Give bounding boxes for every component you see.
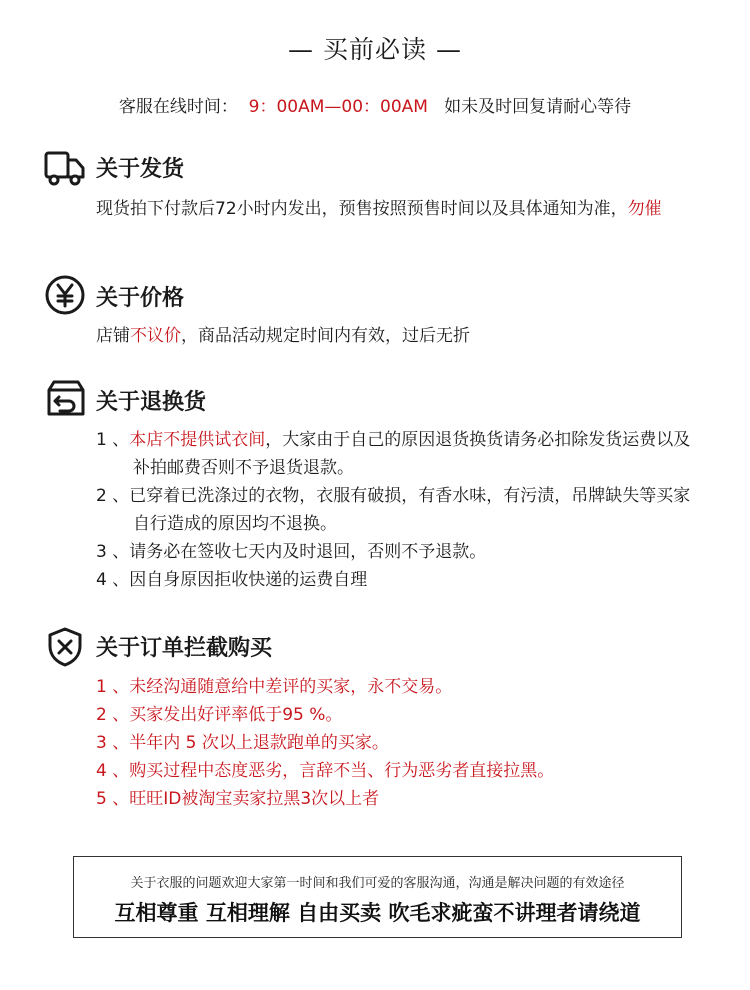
yen-icon <box>44 274 86 316</box>
return-box-icon <box>44 378 86 420</box>
hours-value: 9：00AM—00：00AM <box>248 97 428 117</box>
item-number: 2 、 <box>96 486 130 506</box>
hours-label: 客服在线时间： <box>118 97 238 117</box>
truck-icon <box>44 147 86 189</box>
returns-item <box>96 566 696 594</box>
shield-x-icon <box>44 626 86 668</box>
item-text: 未经沟通随意给中差评的买家，永不交易。 <box>129 677 453 697</box>
item-number: 1 、 <box>96 677 130 697</box>
shipping-text-main: 现货拍下付款后72小时内发出，预售按照预售时间以及具体通知为准， <box>96 199 628 219</box>
item-number: 1 、 <box>96 430 130 450</box>
service-hours <box>0 92 750 117</box>
returns-item <box>96 426 696 482</box>
section-title-price: 关于价格 <box>96 286 185 311</box>
section-title-shipping: 关于发货 <box>96 157 185 182</box>
blocking-item <box>96 673 696 701</box>
price-text-post: ，商品活动规定时间内有效，过后无折 <box>181 326 470 346</box>
item-number: 5 、 <box>96 789 130 809</box>
item-highlight: 本店不提供试衣间 <box>129 430 266 450</box>
page-title: — 买前必读 — <box>288 35 462 64</box>
item-text: 旺旺ID被淘宝卖家拉黑3次以上者 <box>129 789 380 809</box>
item-text: ，大家由于自己的原因退货换货请务必扣除发货运费以及补拍邮费否则不予退货退款。 <box>133 430 691 478</box>
section-title-returns: 关于退换货 <box>96 390 207 415</box>
notice-slogan: 互相尊重 互相理解 自由买卖 吹毛求疵蛮不讲理者请绕道 <box>114 901 641 925</box>
hours-note: 如未及时回复请耐心等待 <box>444 97 632 117</box>
price-text <box>96 322 696 350</box>
item-number: 4 、 <box>96 570 130 590</box>
item-number: 3 、 <box>96 733 130 753</box>
returns-item <box>96 482 696 538</box>
item-text: 半年内 5 次以上退款跑单的买家。 <box>129 733 389 753</box>
item-text: 买家发出好评率低于95 %。 <box>129 705 343 725</box>
price-text-pre: 店铺 <box>96 326 130 346</box>
blocking-item <box>96 701 696 729</box>
item-number: 2 、 <box>96 705 130 725</box>
item-text: 请务必在签收七天内及时退回，否则不予退款。 <box>129 542 487 562</box>
blocking-item <box>96 757 696 785</box>
item-text: 已穿着已洗涤过的衣物，衣服有破损，有香水味，有污渍，吊牌缺失等买家自行造成的原因均不退换。 <box>129 486 691 534</box>
returns-item <box>96 538 696 566</box>
shipping-text-warning: 勿催 <box>627 199 662 219</box>
item-text: 因自身原因拒收快递的运费自理 <box>129 570 368 590</box>
blocking-item <box>96 729 696 757</box>
section-title-blocking: 关于订单拦截购买 <box>96 636 273 661</box>
notice-small-text: 关于衣服的问题欢迎大家第一时间和我们可爱的客服沟通，沟通是解决问题的有效途径 <box>130 876 625 891</box>
item-number: 3 、 <box>96 542 130 562</box>
price-text-highlight: 不议价 <box>130 326 181 346</box>
item-number: 4 、 <box>96 761 130 781</box>
notice-box <box>73 856 682 938</box>
shipping-text <box>96 195 696 223</box>
blocking-item <box>96 785 696 813</box>
item-text: 购买过程中态度恶劣，言辞不当、行为恶劣者直接拉黑。 <box>129 761 555 781</box>
